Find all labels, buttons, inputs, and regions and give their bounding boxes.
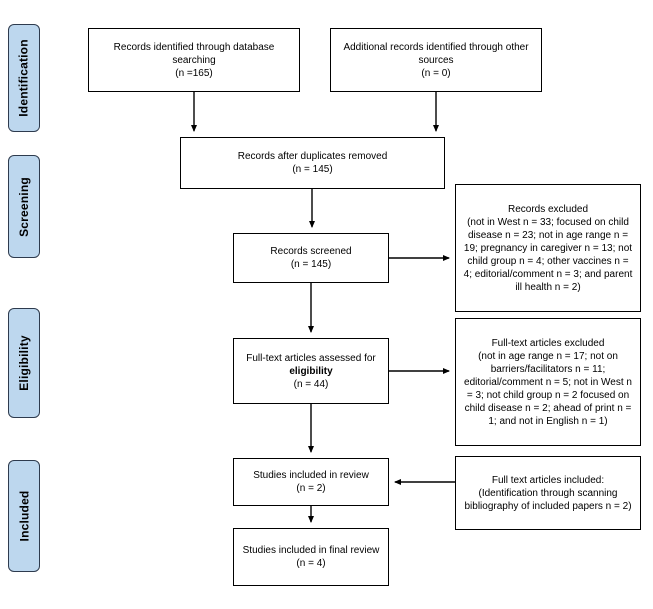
box-after-duplicates-label: Records after duplicates removed <box>237 151 388 162</box>
box-records-database-label: Records identified through database searching <box>113 41 275 66</box>
box-final-review <box>233 528 389 586</box>
box-fulltext-included-body: (Identification through scanning bibliography of included papers n = 2) <box>464 487 632 512</box>
box-other-sources <box>330 28 542 92</box>
stage-included-label: Included <box>17 490 31 542</box>
box-included-review-label: Studies included in review <box>253 470 369 481</box>
stage-screening <box>8 155 40 258</box>
stage-eligibility-label: Eligibility <box>17 335 32 391</box>
stage-screening-label: Screening <box>17 176 32 237</box>
stage-identification-label: Identification <box>17 39 31 117</box>
box-included-review <box>233 458 389 506</box>
box-fulltext-assessed-label: Full-text articles assessed for <box>246 352 376 364</box>
box-fulltext-assessed <box>233 338 389 404</box>
stage-included <box>8 460 40 572</box>
box-fulltext-assessed-count: (n = 44) <box>293 378 329 390</box>
box-records-database-count: (n =165) <box>175 67 213 79</box>
stage-identification <box>8 24 40 132</box>
box-records-screened <box>233 233 389 283</box>
box-records-excluded-title: Records excluded <box>507 203 589 215</box>
box-fulltext-included-title: Full text articles included: <box>491 474 605 486</box>
box-after-duplicates <box>180 137 445 189</box>
box-records-database <box>88 28 300 92</box>
box-records-excluded <box>455 184 641 312</box>
box-fulltext-assessed-emphasis: eligibility <box>289 365 333 377</box>
box-records-screened-count: (n = 145) <box>290 259 332 270</box>
box-other-sources-label: Additional records identified through other sources <box>343 41 529 66</box>
stage-eligibility <box>8 308 40 418</box>
box-records-excluded-body: (not in West n = 33; focused on child disease n = 23; not in age range n = 19; pregnancy in caregiver n = 13; not child group n = 4; other vaccines n = 4; editorial/comment n = 3; and parent ill health n = 2) <box>463 216 633 293</box>
box-records-screened-label: Records screened <box>270 246 352 257</box>
box-included-review-count: (n = 2) <box>296 483 326 494</box>
box-final-review-label: Studies included in final review <box>242 545 380 556</box>
box-fulltext-excluded-title: Full-text articles excluded <box>491 337 605 349</box>
box-final-review-count: (n = 4) <box>296 558 326 569</box>
box-fulltext-excluded-body: (not in age range n = 17; not on barriers/facilitators n = 11; editorial/comment n = 5; not in West n = 3; not child group n = 2 focused on child disease n = 2; ahead of print n = 1; and not in English n = 1) <box>464 350 632 427</box>
box-other-sources-count: (n = 0) <box>421 67 451 79</box>
box-fulltext-excluded <box>455 318 641 446</box>
box-fulltext-included <box>455 456 641 530</box>
box-after-duplicates-count: (n = 145) <box>292 164 333 175</box>
